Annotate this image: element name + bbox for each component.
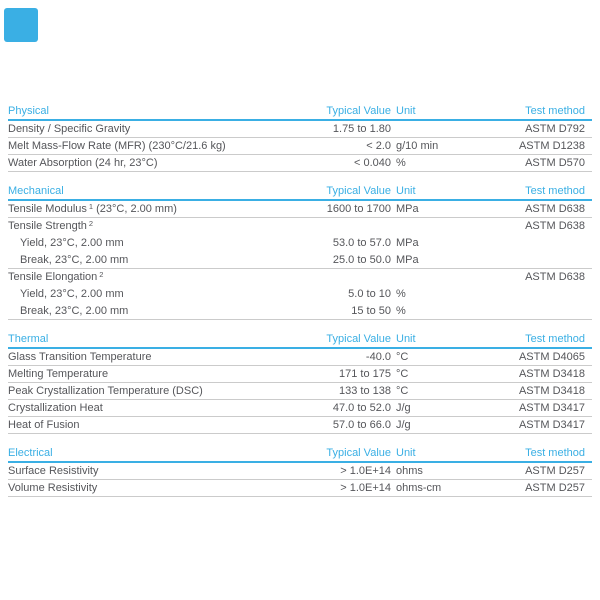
typical-value: 57.0 to 66.0 <box>332 419 391 431</box>
property-row <box>8 269 592 286</box>
footnote-superscript: 2 <box>99 271 104 279</box>
property-name: Surface Resistivity <box>8 465 99 477</box>
property-row <box>8 417 592 434</box>
unit-label: MPa <box>396 237 419 249</box>
blue-square-logo <box>4 8 38 42</box>
column-header-typical-value: Typical Value <box>326 447 391 459</box>
unit-label: °C <box>396 385 409 397</box>
unit-label: °C <box>396 368 409 380</box>
property-row <box>8 138 592 155</box>
section-mechanical <box>8 183 592 320</box>
property-name: Tensile Modulus $^1$ (23°C, 2.00 mm) <box>8 203 177 215</box>
test-method: ASTM D638 <box>525 203 585 215</box>
test-method: ASTM D638 <box>525 271 585 283</box>
property-name: Yield, 23°C, 2.00 mm <box>20 288 124 300</box>
property-row <box>8 349 592 366</box>
section-title: Electrical <box>8 447 53 459</box>
property-row <box>8 383 592 400</box>
typical-value: 171 to 175 <box>339 368 391 380</box>
property-row <box>8 400 592 417</box>
typical-value: 15 to 50 <box>351 305 391 317</box>
column-header-typical-value: Typical Value <box>326 105 391 117</box>
section-header-row <box>8 331 592 349</box>
property-name: Melting Temperature <box>8 368 109 380</box>
typical-value: 5.0 to 10 <box>348 288 391 300</box>
typical-value: -40.0 <box>365 351 391 363</box>
property-name: Peak Crystallization Temperature (DSC) <box>8 385 203 397</box>
property-row <box>8 235 592 252</box>
typical-value: 1600 to 1700 <box>326 203 391 215</box>
section-electrical <box>8 445 592 497</box>
property-name: Glass Transition Temperature <box>8 351 152 363</box>
test-method: ASTM D3418 <box>518 368 585 380</box>
footnote-superscript: 2 <box>88 220 94 228</box>
column-header-test-method: Test method <box>525 185 585 197</box>
property-row <box>8 463 592 480</box>
test-method: ASTM D1238 <box>518 140 585 152</box>
column-header-unit: Unit <box>396 185 416 197</box>
section-title: Physical <box>8 105 49 117</box>
column-header-test-method: Test method <box>525 105 585 117</box>
unit-label: ohms <box>396 465 423 477</box>
typical-value: > 1.0E+14 <box>340 482 391 494</box>
property-name: Volume Resistivity <box>8 482 98 494</box>
section-title: Mechanical <box>8 185 64 197</box>
property-row <box>8 252 592 269</box>
test-method: ASTM D570 <box>525 157 585 169</box>
typical-value: < 0.040 <box>353 157 391 169</box>
unit-label: % <box>396 288 406 300</box>
property-table <box>8 103 592 497</box>
property-name: Heat of Fusion <box>8 419 80 431</box>
section-header-row <box>8 183 592 201</box>
column-header-unit: Unit <box>396 105 416 117</box>
column-header-unit: Unit <box>396 447 416 459</box>
column-header-typical-value: Typical Value <box>326 333 391 345</box>
property-row <box>8 155 592 172</box>
unit-label: % <box>396 305 406 317</box>
column-header-test-method: Test method <box>525 447 585 459</box>
typical-value: 53.0 to 57.0 <box>332 237 391 249</box>
property-row <box>8 121 592 138</box>
unit-label: % <box>396 157 406 169</box>
test-method: ASTM D3417 <box>518 419 585 431</box>
unit-label: MPa <box>396 203 419 215</box>
property-row <box>8 286 592 303</box>
property-row <box>8 303 592 320</box>
typical-value: 133 to 138 <box>339 385 391 397</box>
property-name: Break, 23°C, 2.00 mm <box>20 305 129 317</box>
unit-label: J/g <box>396 419 411 431</box>
section-thermal <box>8 331 592 434</box>
unit-label: g/10 min <box>396 140 439 152</box>
section-title: Thermal <box>8 333 49 345</box>
property-name: Density / Specific Gravity <box>8 123 131 135</box>
unit-label: J/g <box>396 402 411 414</box>
test-method: ASTM D792 <box>525 123 585 135</box>
column-header-test-method: Test method <box>525 333 585 345</box>
typical-value: > 1.0E+14 <box>340 465 391 477</box>
typical-value: 25.0 to 50.0 <box>332 254 391 266</box>
section-physical <box>8 103 592 172</box>
test-method: ASTM D3417 <box>518 402 585 414</box>
property-name: Tensile Strength $^2$ <box>8 220 94 232</box>
typical-value: 47.0 to 52.0 <box>332 402 391 414</box>
section-header-row <box>8 445 592 463</box>
unit-label: MPa <box>396 254 419 266</box>
property-name: Melt Mass-Flow Rate (MFR) (230°C/21.6 kg) <box>8 140 226 152</box>
property-row <box>8 201 592 218</box>
column-header-unit: Unit <box>396 333 416 345</box>
unit-label: ohms-cm <box>396 482 442 494</box>
property-row <box>8 366 592 383</box>
section-header-row <box>8 103 592 121</box>
property-name: Water Absorption (24 hr, 23°C) <box>8 157 158 169</box>
test-method: ASTM D257 <box>525 482 585 494</box>
test-method: ASTM D4065 <box>518 351 585 363</box>
typical-value: < 2.0 <box>366 140 391 152</box>
property-name: Yield, 23°C, 2.00 mm <box>20 237 124 249</box>
test-method: ASTM D3418 <box>518 385 585 397</box>
property-name: Tensile Elongation $^2$ <box>8 271 104 283</box>
property-name: Crystallization Heat <box>8 402 103 414</box>
property-row <box>8 218 592 235</box>
test-method: ASTM D257 <box>525 465 585 477</box>
column-header-typical-value: Typical Value <box>326 185 391 197</box>
footnote-superscript: 1 <box>88 203 94 211</box>
unit-label: °C <box>396 351 409 363</box>
property-name: Break, 23°C, 2.00 mm <box>20 254 129 266</box>
test-method: ASTM D638 <box>525 220 585 232</box>
typical-value: 1.75 to 1.80 <box>332 123 391 135</box>
property-row <box>8 480 592 497</box>
